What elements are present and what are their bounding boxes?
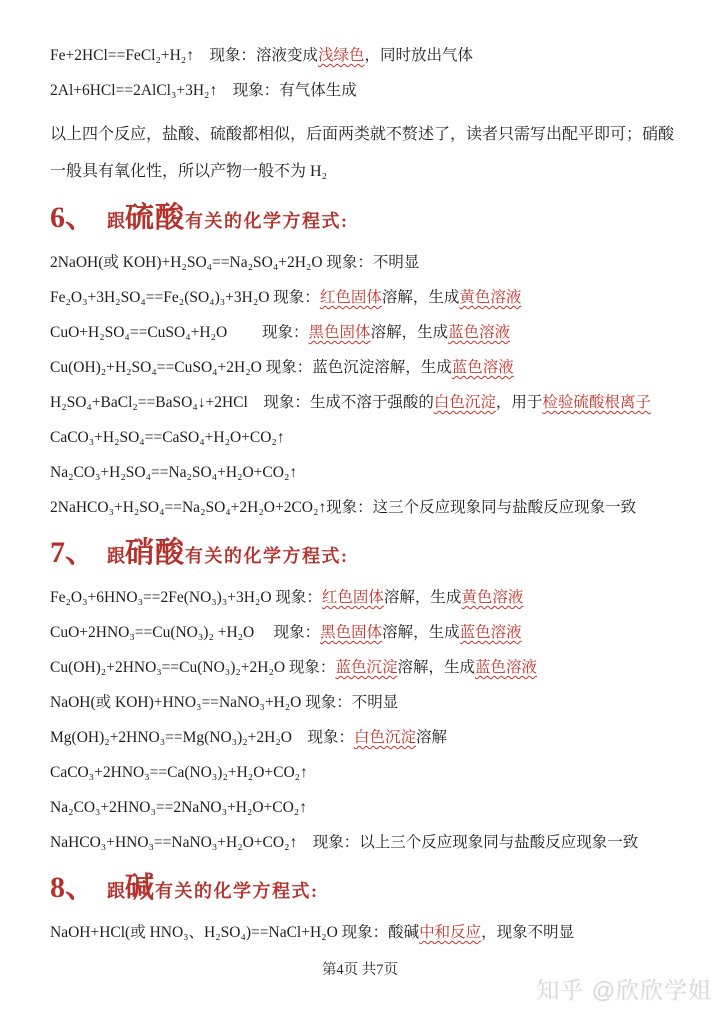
text-segment: 2NaHCO₃+H₂SO₄==Na₂SO₄+2H₂O+2CO₂↑现象：这三个反应现象同与盐酸反应现象一致 xyxy=(50,499,637,516)
equation-line xyxy=(50,498,674,518)
equation-line xyxy=(50,253,674,273)
text-segment: CaCO₃+2HNO₃==Ca(NO₃)₂+H₂O+CO₂↑ xyxy=(50,764,308,781)
red-emphasis: 浅绿色 xyxy=(317,47,365,64)
zhihu-watermark: 知乎 @欣欣学姐 xyxy=(536,977,712,1003)
red-emphasis: 黑色固体 xyxy=(308,324,371,341)
section-keyword: 硫酸 xyxy=(125,202,186,234)
text-segment: CuO+2HNO₃==Cu(NO₃)₂ +H₂O 现象： xyxy=(50,624,321,641)
text-segment: 溶解，生成 xyxy=(370,324,449,341)
equation-line xyxy=(50,763,674,783)
section-prefix: 跟 xyxy=(107,881,125,901)
text-segment: ，用于 xyxy=(495,394,543,411)
equation-line xyxy=(50,463,674,483)
equation-line xyxy=(50,81,674,101)
section-title: 有关的化学方程式: xyxy=(185,546,349,566)
section-prefix: 跟 xyxy=(107,546,125,566)
section-title: 有关的化学方程式: xyxy=(155,881,319,901)
section-header xyxy=(50,198,674,243)
equation-line xyxy=(50,46,674,66)
section-keyword: 硝酸 xyxy=(125,537,186,569)
text-segment: NaOH(或 KOH)+HNO₃==NaNO₃+H₂O 现象：不明显 xyxy=(50,694,399,711)
note-paragraph xyxy=(50,116,674,190)
red-emphasis: 中和反应 xyxy=(419,924,482,941)
red-emphasis: 检验硫酸根离子 xyxy=(542,394,651,411)
red-emphasis: 黄色溶液 xyxy=(461,589,524,606)
section-header xyxy=(50,868,674,913)
equation-line xyxy=(50,358,674,378)
equation-line xyxy=(50,728,674,748)
equation-line xyxy=(50,658,674,678)
red-emphasis: 白色沉淀 xyxy=(353,729,416,746)
equation-line xyxy=(50,693,674,713)
equation-line xyxy=(50,323,674,343)
section-number: 7、 xyxy=(50,536,95,569)
text-segment: CaCO₃+H₂SO₄==CaSO₄+H₂O+CO₂↑ xyxy=(50,429,285,446)
section-keyword: 碱 xyxy=(125,872,156,904)
text-segment: H₂SO₄+BaCl₂==BaSO₄↓+2HCl 现象：生成不溶于强酸的 xyxy=(50,394,434,411)
text-segment: Mg(OH)₂+2HNO₃==Mg(NO₃)₂+2H₂O 现象： xyxy=(50,729,354,746)
text-segment: 以上四个反应，盐酸、硫酸都相似，后面两类就不赘述了，读者只需写出配平即可；硝酸一般具有氧化性，所以产物一般不为 H₂ xyxy=(50,126,675,180)
text-segment: 溶解，生成 xyxy=(383,589,462,606)
red-emphasis: 蓝色溶液 xyxy=(459,624,522,641)
text-segment: Cu(OH)₂+2HNO₃==Cu(NO₃)₂+2H₂O 现象： xyxy=(50,659,336,676)
section-number: 6、 xyxy=(50,201,95,234)
equation-line xyxy=(50,623,674,643)
text-segment: Fe₂O₃+3H₂SO₄==Fe₂(SO₄)₃+3H₂O 现象： xyxy=(50,289,320,306)
equation-line xyxy=(50,588,674,608)
text-segment: NaOH+HCl(或 HNO₃、H₂SO₄)==NaCl+H₂O 现象：酸碱 xyxy=(50,924,420,941)
section-number: 8、 xyxy=(50,871,95,904)
text-segment: 2Al+6HCl==2AlCl₃+3H₂↑ 现象：有气体生成 xyxy=(50,82,357,99)
text-segment: NaHCO₃+HNO₃==NaNO₃+H₂O+CO₂↑ 现象：以上三个反应现象同与盐酸反应现象一致 xyxy=(50,834,639,851)
text-segment: Na₂CO₃+2HNO₃==2NaNO₃+H₂O+CO₂↑ xyxy=(50,799,307,816)
text-segment: 溶解，生成 xyxy=(382,624,460,641)
equation-line xyxy=(50,923,674,943)
page-number-footer: 第4页 共7页 xyxy=(321,962,399,978)
text-segment: 2NaOH(或 KOH)+H₂SO₄==Na₂SO₄+2H₂O 现象：不明显 xyxy=(50,254,420,271)
red-emphasis: 蓝色溶液 xyxy=(474,659,537,676)
text-segment: Na₂CO₃+H₂SO₄==Na₂SO₄+H₂O+CO₂↑ xyxy=(50,464,298,481)
red-emphasis: 白色沉淀 xyxy=(433,394,496,411)
equation-line xyxy=(50,833,674,853)
text-segment: Cu(OH)₂+H₂SO₄==CuSO₄+2H₂O 现象：蓝色沉淀溶解，生成 xyxy=(50,359,452,376)
text-segment: Fe₂O₃+6HNO₃==2Fe(NO₃)₃+3H₂O 现象： xyxy=(50,589,322,606)
text-segment: CuO+H₂SO₄==CuSO₄+H₂O 现象： xyxy=(50,324,309,341)
section-prefix: 跟 xyxy=(107,211,125,231)
red-emphasis: 黑色固体 xyxy=(320,624,383,641)
red-emphasis: 蓝色沉淀 xyxy=(335,659,398,676)
text-segment: ，同时放出气体 xyxy=(364,47,473,64)
red-emphasis: 蓝色溶液 xyxy=(451,359,514,376)
equation-line xyxy=(50,798,674,818)
red-emphasis: 蓝色溶液 xyxy=(448,324,511,341)
section-title: 有关的化学方程式: xyxy=(185,211,349,231)
section-header xyxy=(50,533,674,578)
text-segment: 溶解，生成 xyxy=(381,289,460,306)
text-segment: ，现象不明显 xyxy=(481,924,575,941)
text-segment: Fe+2HCl==FeCl₂+H₂↑ 现象：溶液变成 xyxy=(50,47,318,64)
equation-line xyxy=(50,428,674,448)
text-segment: 溶解，生成 xyxy=(397,659,475,676)
equation-line xyxy=(50,393,674,413)
text-segment: 溶解 xyxy=(415,729,447,746)
red-emphasis: 红色固体 xyxy=(319,289,382,306)
equation-line xyxy=(50,288,674,308)
red-emphasis: 黄色溶液 xyxy=(459,289,522,306)
red-emphasis: 红色固体 xyxy=(321,589,384,606)
